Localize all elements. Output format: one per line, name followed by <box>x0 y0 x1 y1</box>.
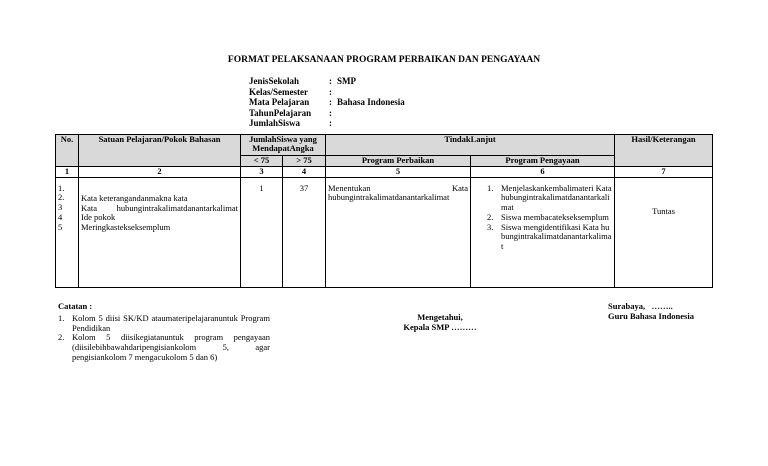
note-text: Kolom 5 diisi SK/KD ataumateripelajaranuntuk Program Pendidikan <box>72 312 270 333</box>
pengayaan-text: Siswa membacatekseksemplum <box>501 211 609 222</box>
pengayaan-text: Siswa mengidentifikasi Kata hubungintrakalimatdanantarkalimat <box>501 221 612 252</box>
perbaikan-cell <box>326 177 471 287</box>
pengayaan-cell <box>471 177 615 287</box>
header-satuan: Satuan Pelajaran/Pokok Bahasan <box>79 135 241 167</box>
header-gt75: > 75 <box>283 156 326 167</box>
note-item <box>58 314 270 334</box>
header-row <box>56 135 713 156</box>
header-tindak-lanjut: TindakLanjut <box>326 135 615 156</box>
column-number: 7 <box>615 166 713 177</box>
column-number: 6 <box>471 166 615 177</box>
signature-block <box>608 302 694 322</box>
pengayaan-item <box>473 184 612 213</box>
satuan-cell <box>79 177 241 287</box>
info-label: Kelas/Semester <box>249 86 308 97</box>
satuan-item: Ide pokok <box>81 212 116 223</box>
row-number: 3 <box>58 202 63 213</box>
info-label: JenisSekolah <box>249 76 300 86</box>
column-number: 2 <box>79 166 241 177</box>
info-label: Mata Pelajaran <box>249 97 310 108</box>
document-title: FORMAT PELAKSANAAN PROGRAM PERBAIKAN DAN PENGAYAAN <box>227 55 541 65</box>
row-number: 2. <box>58 192 65 203</box>
notes-block <box>58 302 270 363</box>
info-label: TahunPelajaran <box>249 107 312 118</box>
column-number: 1 <box>56 166 79 177</box>
pengayaan-num: 1. <box>487 182 494 193</box>
row-numbers-cell <box>56 177 79 287</box>
row-number: 4 <box>58 211 63 222</box>
info-block <box>249 76 405 129</box>
column-number-row <box>56 166 713 177</box>
info-row-tahun-pelajaran: TahunPelajaran : <box>249 107 332 118</box>
note-text: Kolom 5 diisikegiatanuntuk program pengayaan (diisilebihbawahdaripengisiankolom 5, agar pengisiankolom 7 mengacukolom 5 dan 6) <box>72 332 270 362</box>
note-item <box>58 333 270 362</box>
pengayaan-num: 3. <box>487 221 494 232</box>
note-number: 1. <box>58 312 65 323</box>
acknowledge-line: Kepala SMP ……… <box>403 321 477 332</box>
column-number: 5 <box>326 166 471 177</box>
pengayaan-item <box>473 223 612 252</box>
info-label: JumlahSiswa <box>249 118 301 129</box>
lt75-value: 1 <box>241 177 283 287</box>
header-lt75: < 75 <box>241 156 283 167</box>
perbaikan-text: Menentukan Kata hubungintrakalimatdanantarkalimat <box>328 182 468 203</box>
info-value: SMP <box>337 76 356 86</box>
header-perbaikan: Program Perbaikan <box>326 156 471 167</box>
signature-line: Guru Bahasa Indonesia <box>608 310 694 321</box>
notes-title: Catatan : <box>58 301 93 311</box>
hasil-value: Tuntas <box>615 177 713 287</box>
row-number: 5 <box>58 221 63 232</box>
header-jumlah: JumlahSiswa yang MendapatAngka <box>241 135 326 156</box>
acknowledge-block <box>398 313 482 333</box>
column-number: 4 <box>283 166 326 177</box>
acknowledge-line: Mengetahui, <box>417 312 463 322</box>
pengayaan-text: Menjelaskankembalimateri Kata hubungintrakalimatdanantarkalimat <box>501 182 612 213</box>
satuan-item: Kata keterangandanmakna kata <box>81 192 188 203</box>
table-row <box>56 177 713 287</box>
row-number: 1. <box>58 182 65 193</box>
info-row-mata-pelajaran: Mata Pelajaran : Bahasa Indonesia <box>249 97 405 108</box>
info-value: Bahasa Indonesia <box>337 97 405 108</box>
info-row-jumlah-siswa: JumlahSiswa : <box>249 118 332 129</box>
satuan-item: Meringkastekseksemplum <box>81 222 171 233</box>
header-no: No. <box>56 135 79 167</box>
gt75-value: 37 <box>283 177 326 287</box>
satuan-item: Kata hubungintrakalimatdanantarkalimat <box>81 202 238 213</box>
header-pengayaan: Program Pengayaan <box>471 156 615 167</box>
info-row-jenis-sekolah: JenisSekolah : SMP <box>249 76 356 86</box>
pengayaan-num: 2. <box>487 211 494 222</box>
signature-line: Surabaya, …….. <box>608 301 673 311</box>
column-number: 3 <box>241 166 283 177</box>
header-hasil: Hasil/Keterangan <box>615 135 713 167</box>
program-table <box>55 134 713 288</box>
note-number: 2. <box>58 332 65 343</box>
info-row-kelas-semester: Kelas/Semester : <box>249 86 332 97</box>
